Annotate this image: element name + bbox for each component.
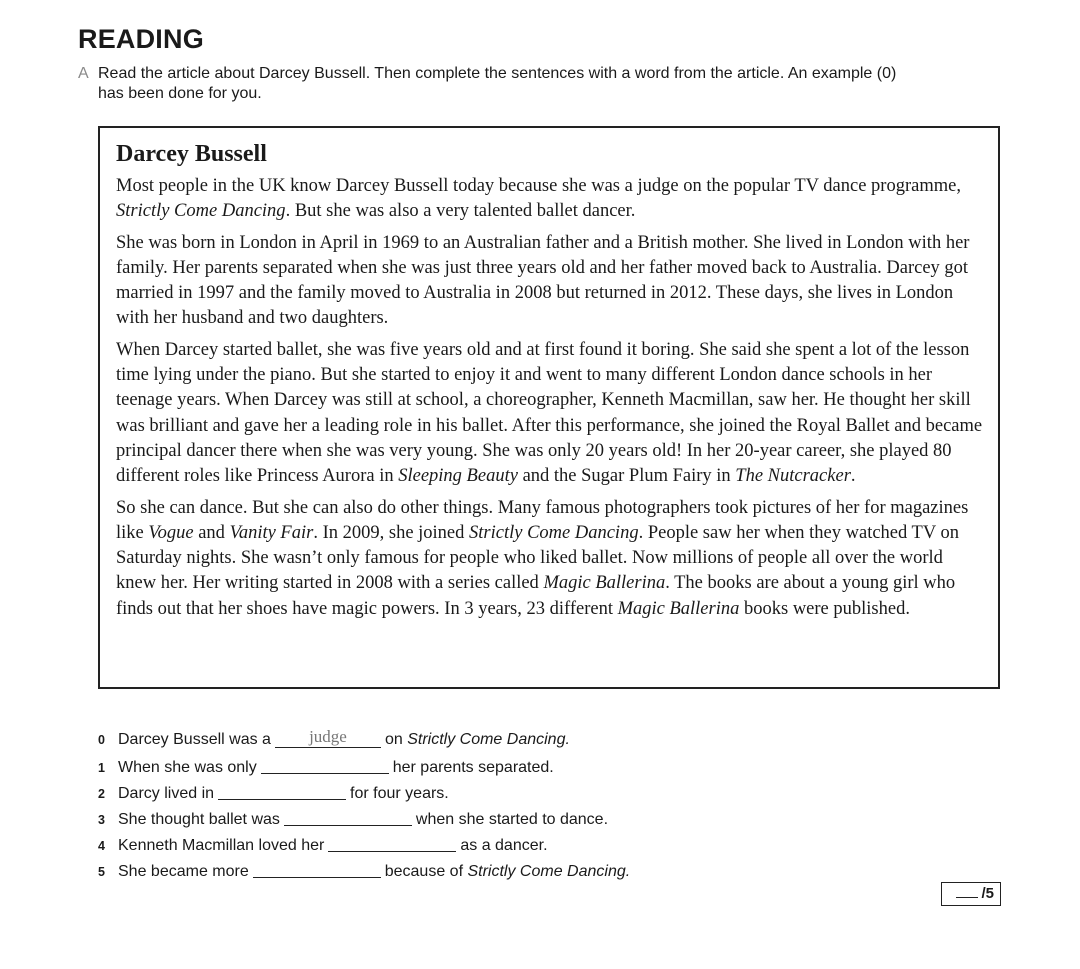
answer-blank[interactable] [218, 783, 346, 800]
score-box [941, 882, 1001, 906]
question-text-before: Darcey Bussell was a [118, 731, 271, 748]
question-number: 3 [98, 813, 105, 827]
question-text-before: She thought ballet was [118, 811, 280, 828]
instruction-line-2: has been done for you. [98, 85, 262, 102]
question-text-before: Kenneth Macmillan loved her [118, 837, 325, 854]
example-answer: judge [309, 727, 347, 746]
question-text-after: when she started to dance. [415, 811, 609, 828]
question-text-after: as a dancer. [460, 837, 548, 854]
article-box [98, 126, 1000, 689]
question-4 [98, 833, 798, 859]
article-title: Darcey Bussell [116, 141, 267, 167]
question-text-after: because of [384, 863, 464, 880]
answer-blank [275, 727, 381, 748]
question-text-before: Darcy lived in [118, 785, 215, 802]
answer-blank[interactable] [328, 835, 456, 852]
question-number: 4 [98, 839, 105, 853]
score-blank[interactable] [956, 883, 978, 898]
score-total: /5 [981, 885, 994, 902]
question-3 [98, 807, 798, 833]
question-text-before: When she was only [118, 759, 257, 776]
question-text-after: on [384, 731, 403, 748]
question-number: 0 [98, 733, 105, 747]
answer-blank[interactable] [284, 809, 412, 826]
question-text-italic: Strictly Come Dancing. [467, 863, 631, 880]
question-number: 2 [98, 787, 105, 801]
section-heading: READING [78, 24, 204, 54]
answer-blank[interactable] [261, 757, 389, 774]
question-0 [98, 729, 798, 755]
article-paragraph-1: Most people in the UK know Darcey Bussell today because she was a judge on the popular TV dance programme, Strictly Come Dancing. But she was also a very talented ballet dancer. [116, 176, 961, 222]
article-paragraph-2: She was born in London in April in 1969 to an Australian father and a British mother. She lived in London with her family. Her parents separated when she was just three years old and her father moved back to Australia. Darcey got married in 1997 and the family moved to Australia in 2008 but returned in 2012. These days, she lives in London with her husband and two daughters. [116, 232, 970, 329]
question-text-after: her parents separated. [392, 759, 554, 776]
article-paragraph-3: When Darcey started ballet, she was five years old and at first found it boring. She said she spent a lot of the lesson time lying under the piano. But she started to enjoy it and went to many different London dance schools in her teenage years. When Darcey was still at school, a choreographer, Kenneth Macmillan, saw her. He thought her skill was brilliant and gave her a leading role in his ballet. After this performance, she joined the Royal Ballet and became principal dancer there when she was very young. She was only 20 years old! In her 20-year career, she played 80 different roles like Princess Aurora in Sleeping Beauty and the Sugar Plum Fairy in The Nutcracker. [116, 339, 983, 487]
article-paragraph-4: So she can dance. But she can also do other things. Many famous photographers took pictures of her for magazines like Vogue and Vanity Fair. In 2009, she joined Strictly Come Dancing. People saw her when they watched TV on Saturday nights. She wasn’t only famous for people who liked ballet. Now millions of people all over the world knew her. Her writing started in 2008 with a series called Magic Ballerina. The books are about a young girl who finds out that her shoes have magic powers. In 3 years, 23 different Magic Ballerina books were published. [116, 497, 969, 619]
answer-blank[interactable] [253, 861, 381, 878]
instructions [78, 64, 978, 104]
question-text-before: She became more [118, 863, 249, 880]
question-number: 1 [98, 761, 105, 775]
instruction-line-1: Read the article about Darcey Bussell. Then complete the sentences with a word from the article. An example (0) [98, 65, 897, 82]
question-2 [98, 781, 798, 807]
question-text-after: for four years. [350, 785, 449, 802]
question-5 [98, 859, 798, 885]
question-number: 5 [98, 865, 105, 879]
instruction-letter: A [78, 65, 89, 82]
question-text-italic: Strictly Come Dancing. [407, 731, 570, 748]
question-1 [98, 755, 798, 781]
question-list [98, 729, 798, 885]
